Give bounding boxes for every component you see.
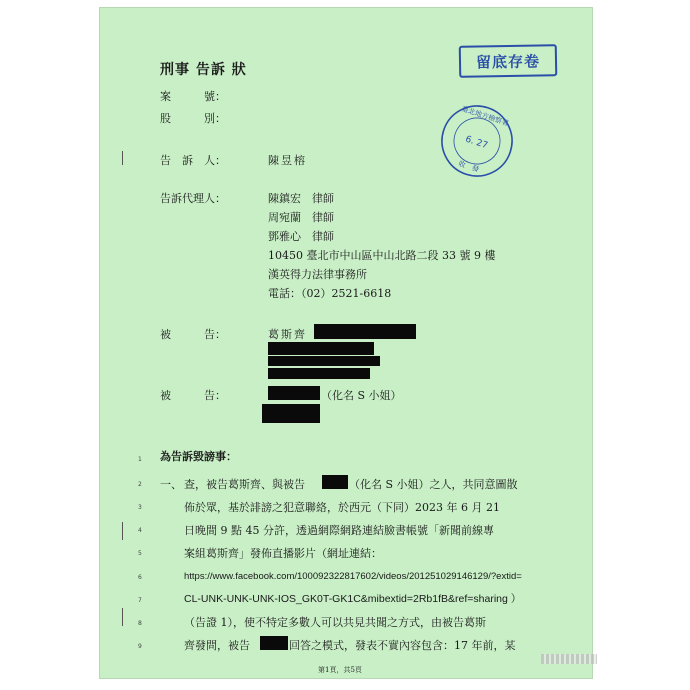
- line-number: 5: [138, 550, 142, 557]
- body-line-1b: （化名 S 小姐）之人，共同意圖散: [349, 478, 518, 491]
- defendant-1-label: 被 告：: [160, 328, 226, 341]
- body-line-4: 案組葛斯齊」發佈直播影片（網址連結：: [184, 547, 382, 560]
- seal-ring-text: 臺北地方檢察署: [460, 104, 510, 128]
- defendant-1-name: 葛斯齊: [268, 328, 307, 341]
- margin-mark: [122, 608, 123, 626]
- seal-bottom-text: 收 發: [457, 159, 480, 174]
- received-date-seal: [429, 93, 525, 189]
- redaction-block: [268, 368, 370, 379]
- line-number: 4: [138, 527, 142, 534]
- redaction-block: [322, 475, 348, 489]
- line-number: 6: [138, 574, 142, 581]
- defendant-2-label: 被 告：: [160, 389, 226, 402]
- line-number: 9: [138, 643, 142, 650]
- redaction-block: [314, 324, 416, 339]
- margin-mark: [122, 522, 123, 540]
- item-marker: 一、: [160, 478, 182, 491]
- archive-stamp: 留底存卷: [459, 44, 558, 78]
- redaction-block: [268, 386, 320, 400]
- complainant-name: 陳昱榕: [268, 154, 307, 167]
- body-line-8a: 齊發問，被告: [184, 639, 250, 652]
- redaction-block: [268, 342, 374, 355]
- line-number: 8: [138, 620, 142, 627]
- body-line-2: 佈於眾，基於誹謗之犯意聯絡，於西元（下同）2023 年 6 月 21: [184, 501, 500, 514]
- line-number: 3: [138, 504, 142, 511]
- document-page: [100, 8, 592, 678]
- attorney-1: 陳鎮宏 律師: [268, 192, 334, 205]
- section-heading: 為告訴毀謗事：: [160, 450, 237, 463]
- firm-address: 10450 臺北市中山區中山北路二段 33 號 9 樓: [268, 249, 496, 262]
- line-number: 7: [138, 597, 142, 604]
- redaction-block: [260, 636, 288, 650]
- video-url-line-2[interactable]: CL-UNK-UNK-UNK-IOS_GK0T-GK1C&mibextid=2Rb1fB&ref=sharing ）: [184, 593, 522, 605]
- body-line-1a: 查，被告葛斯齊、與被告: [184, 478, 305, 491]
- attorney-2: 周宛蘭 律師: [268, 211, 334, 224]
- firm-phone: 電話：（02）2521-6618: [268, 287, 392, 300]
- attorney-3: 鄧雅心 律師: [268, 230, 334, 243]
- page-footer: 第1頁，共5頁: [318, 666, 362, 674]
- attorney-label: 告訴代理人：: [160, 192, 226, 205]
- redaction-block: [268, 356, 380, 366]
- body-line-7: （告證 1），使不特定多數人可以共見共聞之方式，由被告葛斯: [184, 616, 486, 629]
- video-url-line-1[interactable]: https://www.facebook.com/100092322817602/videos/201251029146129/?extid=: [184, 571, 522, 582]
- complainant-label: 告 訴 人：: [160, 154, 226, 167]
- defendant-2-alias: （化名 S 小姐）: [321, 389, 402, 402]
- seal-date: 6. 27: [463, 134, 489, 152]
- division-label: 股 別：: [160, 112, 226, 125]
- watermark: [541, 654, 597, 664]
- body-line-8b: 回答之模式，發表不實內容包含：17 年前，某: [289, 639, 516, 652]
- line-number: 1: [138, 456, 142, 463]
- document-title: 刑事 告訴 狀: [160, 62, 247, 78]
- case-number-label: 案 號：: [160, 90, 226, 103]
- firm-name: 漢英得力法律事務所: [268, 268, 367, 281]
- margin-mark: [122, 151, 123, 165]
- redaction-block: [262, 404, 320, 423]
- line-number: 2: [138, 481, 142, 488]
- body-line-3: 日晚間 9 點 45 分許，透過網際網路連結臉書帳號「新聞前線專: [184, 524, 494, 537]
